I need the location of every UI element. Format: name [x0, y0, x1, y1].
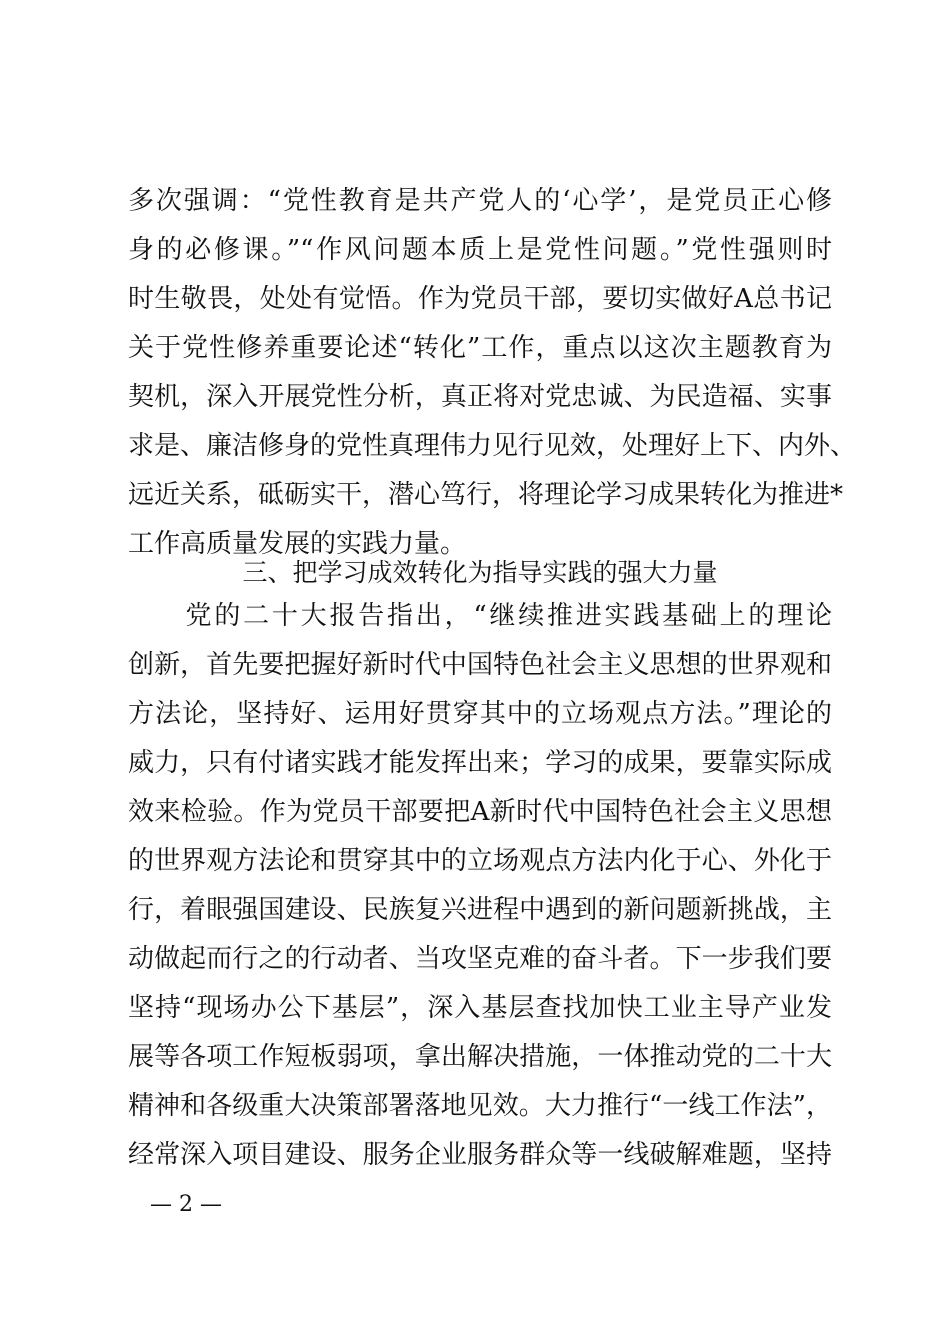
paragraph-1-line: 远近关系，砥砺实干，潜心笃行，将理论学习成果转化为推进*: [128, 480, 844, 510]
paragraph-1-line: 求是、廉洁修身的党性真理伟力见行见效，处理好上下、内外、: [128, 431, 857, 461]
paragraph-1-line: 身的必修课。”“作风问题本质上是党性问题。”党性强则时: [128, 235, 832, 265]
paragraph-2-line: 动做起而行之的行动者、当攻坚克难的奋斗者。下一步我们要: [128, 944, 832, 974]
paragraph-1-line: 工作高质量发展的实践力量。: [128, 529, 467, 559]
paragraph-2-line: 的世界观方法论和贯穿其中的立场观点方法内化于心、外化于: [128, 846, 832, 876]
paragraph-2-line: 威力，只有付诸实践才能发挥出来；学习的成果，要靠实际成: [128, 748, 832, 778]
paragraph-1-line: 契机，深入开展党性分析，真正将对党忠诚、为民造福、实事: [128, 382, 832, 412]
paragraph-2-line: 党的二十大报告指出，“继续推进实践基础上的理论: [128, 601, 832, 631]
paragraph-1-line: 多次强调：“党性教育是共产党人的‘心学’，是党员正心修: [128, 186, 832, 216]
section-heading: 三、把学习成效转化为指导实践的强大力量: [242, 558, 718, 587]
paragraph-1-line: 关于党性修养重要论述“转化”工作，重点以这次主题教育为: [128, 333, 832, 363]
paragraph-2-line: 展等各项工作短板弱项，拿出解决措施，一体推动党的二十大: [128, 1042, 832, 1072]
paragraph-2-line: 效来检验。作为党员干部要把A新时代中国特色社会主义思想: [128, 797, 832, 827]
paragraph-2-line: 经常深入项目建设、服务企业服务群众等一线破解难题，坚持: [128, 1140, 832, 1170]
page-number: — 2 —: [150, 1192, 222, 1217]
paragraph-1: [128, 177, 857, 569]
paragraph-2-line: 坚持“现场办公下基层”，深入基层查找加快工业主导产业发: [128, 993, 832, 1023]
paragraph-2-line: 精神和各级重大决策部署落地见效。大力推行“一线工作法”，: [128, 1091, 832, 1121]
paragraph-2-line: 行，着眼强国建设、民族复兴进程中遇到的新问题新挑战，主: [128, 895, 832, 925]
paragraph-2: [128, 592, 832, 1180]
paragraph-1-line: 时生敬畏，处处有觉悟。作为党员干部，要切实做好A总书记: [128, 284, 832, 314]
paragraph-2-line: 方法论，坚持好、运用好贯穿其中的立场观点方法。”理论的: [128, 699, 832, 729]
paragraph-2-line: 创新，首先要把握好新时代中国特色社会主义思想的世界观和: [128, 650, 832, 680]
